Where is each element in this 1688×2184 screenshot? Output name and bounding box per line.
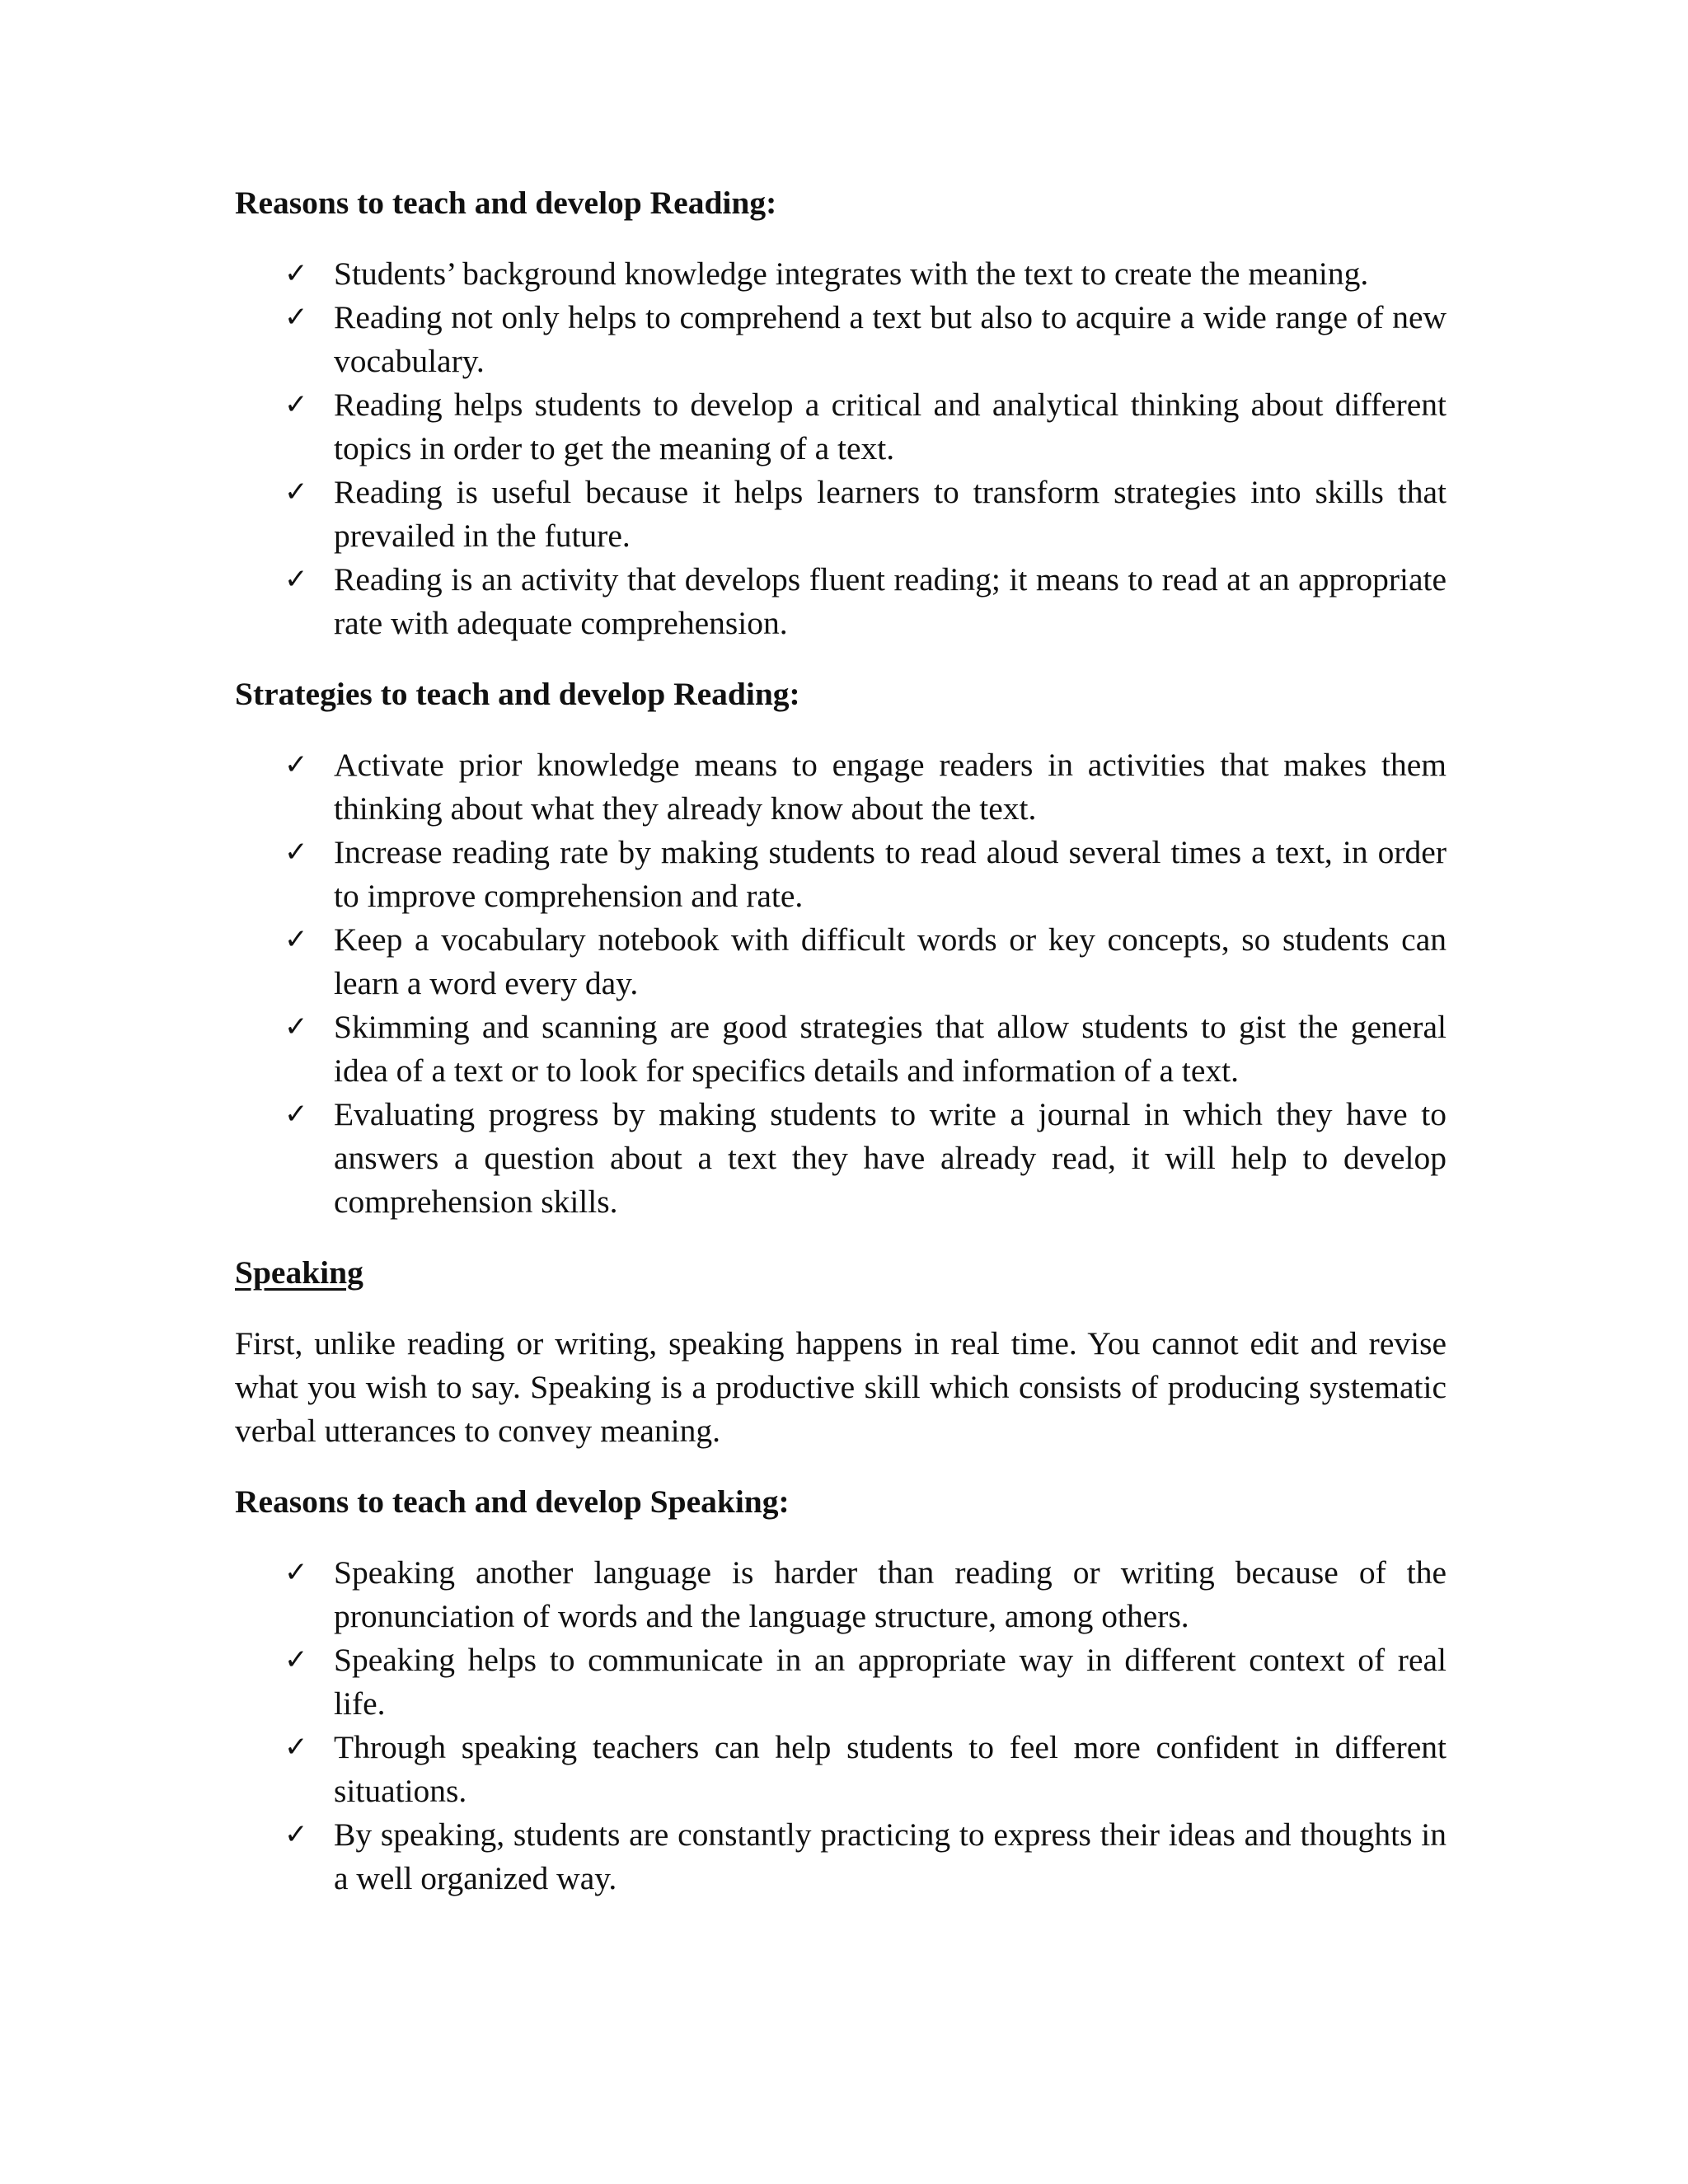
checkmark-icon: ✓ — [284, 476, 308, 509]
checkmark-icon: ✓ — [284, 388, 308, 421]
checkmark-icon: ✓ — [284, 836, 308, 869]
checkmark-icon: ✓ — [284, 1731, 308, 1764]
list-item: ✓ Students’ background knowledge integrates with the text to create the meaning. — [235, 252, 1447, 296]
checkmark-icon: ✓ — [284, 1556, 308, 1589]
checkmark-icon: ✓ — [284, 923, 308, 956]
checkmark-icon: ✓ — [284, 1643, 308, 1676]
checkmark-icon: ✓ — [284, 1010, 308, 1043]
list-strategies-reading — [235, 743, 1447, 1224]
list-item: ✓ Skimming and scanning are good strategies that allow students to gist the general idea of a text or to look for specifics details and information of a text. — [235, 1005, 1447, 1093]
list-item: ✓ Evaluating progress by making students to write a journal in which they have to answers a question about a text they have already read, it will help to develop comprehension skills. — [235, 1093, 1447, 1224]
list-reasons-reading — [235, 252, 1447, 645]
list-item: ✓ Through speaking teachers can help students to feel more confident in different situations. — [235, 1726, 1447, 1813]
list-item: ✓ Reading is an activity that develops fluent reading; it means to read at an appropriate rate with adequate comprehension. — [235, 558, 1447, 645]
document-page — [235, 181, 1447, 1900]
list-item: ✓ Keep a vocabulary notebook with difficult words or key concepts, so students can learn a word every day. — [235, 918, 1447, 1005]
checkmark-icon: ✓ — [284, 563, 308, 596]
list-item: ✓ Activate prior knowledge means to engage readers in activities that makes them thinking about what they already know about the text. — [235, 743, 1447, 831]
list-item: ✓ Reading is useful because it helps learners to transform strategies into skills that prevailed in the future. — [235, 471, 1447, 558]
heading-strategies-reading: Strategies to teach and develop Reading: — [235, 676, 800, 712]
checkmark-icon: ✓ — [284, 301, 308, 334]
heading-speaking: Speaking — [235, 1254, 363, 1291]
speaking-paragraph: First, unlike reading or writing, speaking happens in real time. You cannot edit and revise what you wish to say. Speaking is a productive skill which consists of producing systematic verbal utterances to convey meaning. — [235, 1325, 1447, 1449]
checkmark-icon: ✓ — [284, 748, 308, 781]
list-item: ✓ Speaking helps to communicate in an appropriate way in different context of real life. — [235, 1638, 1447, 1726]
list-item: ✓ Reading not only helps to comprehend a text but also to acquire a wide range of new vocabulary. — [235, 296, 1447, 383]
list-item: ✓ Speaking another language is harder than reading or writing because of the pronunciation of words and the language structure, among others. — [235, 1551, 1447, 1638]
checkmark-icon: ✓ — [284, 1818, 308, 1851]
list-item: ✓ Increase reading rate by making students to read aloud several times a text, in order to improve comprehension and rate. — [235, 831, 1447, 918]
list-reasons-speaking — [235, 1551, 1447, 1900]
checkmark-icon: ✓ — [284, 1098, 308, 1131]
heading-reasons-reading: Reasons to teach and develop Reading: — [235, 185, 777, 221]
heading-reasons-speaking: Reasons to teach and develop Speaking: — [235, 1483, 790, 1520]
list-item: ✓ By speaking, students are constantly practicing to express their ideas and thoughts in a well organized way. — [235, 1813, 1447, 1900]
checkmark-icon: ✓ — [284, 257, 308, 290]
list-item: ✓ Reading helps students to develop a critical and analytical thinking about different topics in order to get the meaning of a text. — [235, 383, 1447, 471]
